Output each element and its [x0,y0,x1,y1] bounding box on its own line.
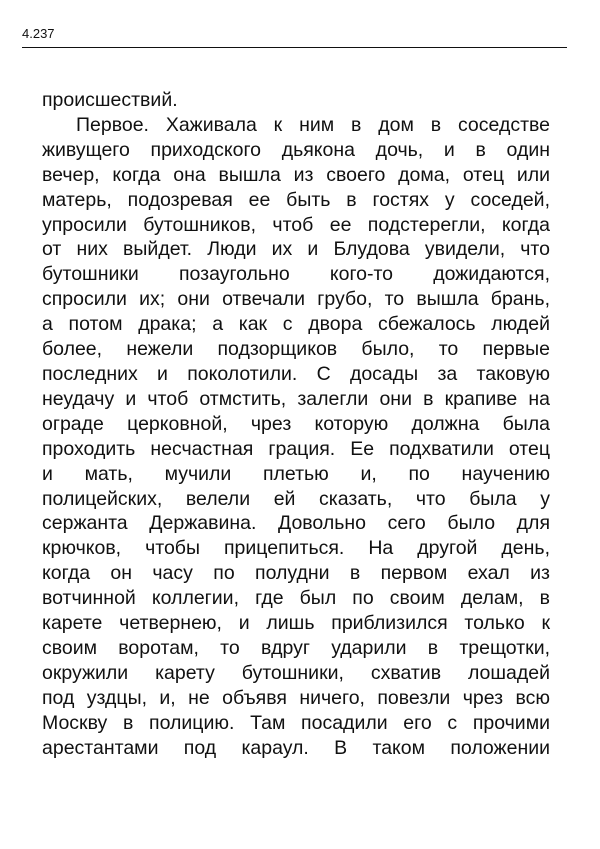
text-line: бутошники позаугольно кого-то дожидаются, [42,263,550,286]
body-text [42,88,550,760]
text-line: карете четвернею, и лишь приблизился только к [42,612,550,635]
header-rule [22,47,567,48]
text-line: проходить несчастная грация. Ее подхватили отец [42,437,550,460]
text-line: неудачу и чтоб отмстить, залегли они в крапиве на [42,387,550,410]
text-line: от них выйдет. Люди их и Блудова увидели, что [42,238,550,261]
text-line: последних и поколотили. С досады за таковую [42,362,550,385]
text-line: спросили их; они отвечали грубо, то вышла брань, [42,288,550,311]
text-line: и мать, мучили плетью и, по научению [42,462,550,485]
text-line: полицейских, велели ей сказать, что была у [42,487,550,510]
page-number: 4.237 [22,26,55,41]
text-line: более, нежели подзорщиков было, то первые [42,338,550,361]
text-line: когда он часу по полудни в первом ехал из [42,562,550,585]
text-line: происшествий. [42,89,178,111]
text-line: Первое. Хаживала к ним в дом в соседстве [76,113,550,136]
text-line: живущего приходского дьякона дочь, и в один [42,138,550,161]
text-line: Москву в полицию. Там посадили его с прочими [42,711,550,734]
text-line: сержанта Державина. Довольно сего было для [42,512,550,535]
text-line: ограде церковной, чрез которую должна была [42,412,550,435]
text-line: а потом драка; а как с двора сбежалось людей [42,313,550,336]
text-line: окружили карету бутошники, схватив лошадей [42,661,550,684]
text-line: упросили бутошников, чтоб ее подстерегли, когда [42,213,550,236]
text-line: своим воротам, то вдруг ударили в трещотки, [42,636,550,659]
text-line: вотчинной коллегии, где был по своим делам, в [42,587,550,610]
text-line: матерь, подозревая ее быть в гостях у соседей, [42,188,550,211]
text-line: арестантами под караул. В таком положении [42,736,550,759]
text-line: крючков, чтобы прицепиться. На другой день, [42,537,550,560]
text-line: под уздцы, и, не объявя ничего, повезли чрез всю [42,686,550,709]
text-line: вечер, когда она вышла из своего дома, отец или [42,163,550,186]
